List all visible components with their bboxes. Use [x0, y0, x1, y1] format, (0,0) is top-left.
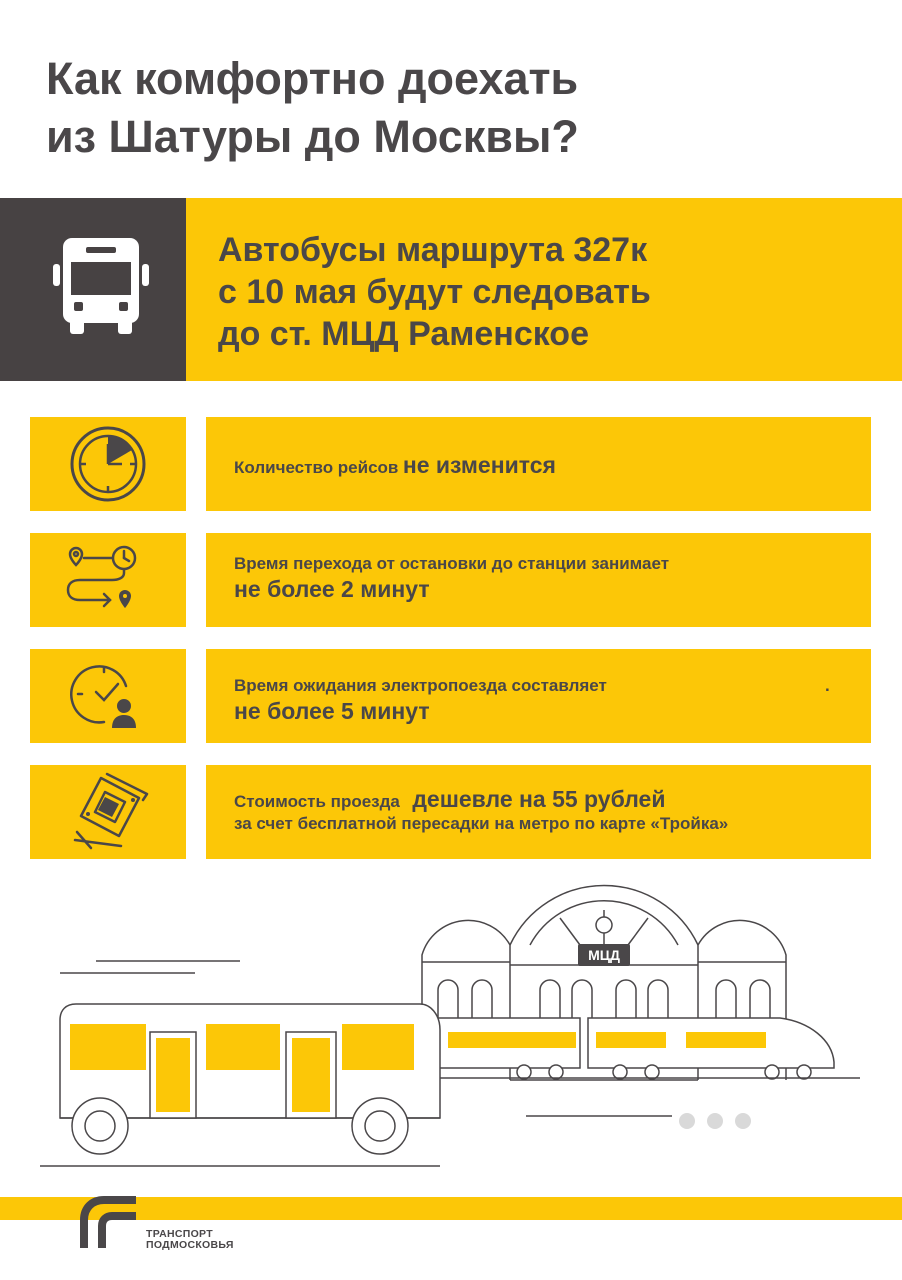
info-row-2-highlight: не более 2 минут [234, 576, 430, 602]
info-row-4-note: за счет бесплатной пересадки на метро по карте «Тройка» [234, 814, 729, 833]
info-row-2-icon-box [30, 533, 186, 627]
info-row-4-text [234, 786, 728, 834]
transport-logo-icon [80, 1196, 140, 1250]
info-row-3-dot: . [825, 676, 830, 695]
hero-line-1: Автобусы маршрута 327к [218, 231, 648, 269]
logo-line-2: ПОДМОСКОВЬЯ [146, 1239, 234, 1251]
info-row-1-label: Количество рейсов [234, 458, 399, 477]
bus-icon [0, 198, 186, 381]
hero-line-2: с 10 мая будут следовать [218, 273, 651, 311]
route-time-icon [58, 540, 158, 620]
info-row-4-highlight: дешевле на 55 рублей [412, 786, 666, 812]
info-row-1-highlight: не изменится [402, 452, 556, 478]
waiting-passenger-icon [68, 656, 148, 736]
hero-text [218, 229, 651, 355]
page-title [46, 50, 579, 166]
station-sign-text: МЦД [588, 947, 620, 963]
clock-icon [68, 424, 148, 504]
info-row-3-highlight: не более 5 минут [234, 698, 430, 724]
info-row-3-text [234, 676, 607, 725]
info-row-1-text [234, 452, 556, 479]
hero-icon-panel [0, 198, 186, 381]
info-row-2-text [234, 554, 669, 603]
title-line-2: из Шатуры до Москвы? [46, 111, 579, 162]
info-row-3-label: Время ожидания электропоезда составляет [234, 676, 607, 695]
bus-and-train-illustration [0, 880, 902, 1180]
transport-logo-text [146, 1229, 234, 1251]
info-row-4-label: Стоимость проезда [234, 792, 400, 811]
logo-line-1: ТРАНСПОРТ [146, 1228, 213, 1240]
info-row-1-icon-box [30, 417, 186, 511]
money-icon [63, 770, 153, 854]
info-row-2-label: Время перехода от остановки до станции занимает [234, 554, 670, 573]
hero-line-3: до ст. МЦД Раменское [218, 315, 589, 353]
info-row-4-icon-box [30, 765, 186, 859]
info-row-3-icon-box [30, 649, 186, 743]
title-line-1: Как комфортно доехать [46, 53, 579, 104]
